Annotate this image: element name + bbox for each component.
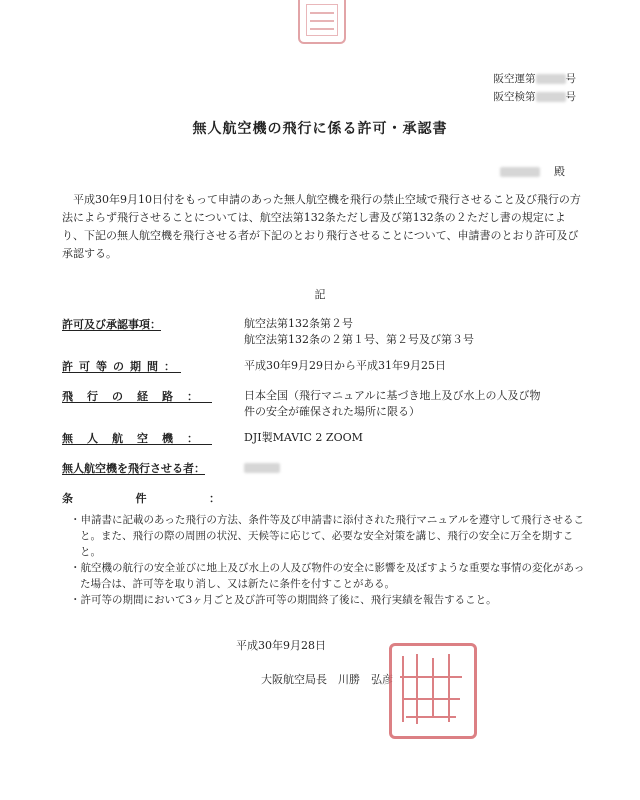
operator-label: 無人航空機を飛行させる者：: [62, 462, 205, 475]
condition-item: ・申請書に記載のあった飛行の方法、条件等及び申請書に添付された飛行マニュアルを遵守して飛行させること。また、飛行の際の周囲の状況、天候等に応じて、必要な安全対策を講じ、飛行の安全に万全を期すこと。: [70, 514, 584, 558]
route-value-2: 件の安全が確保された場所に限る）: [244, 405, 420, 418]
redacted-number: [536, 74, 566, 84]
redacted-number: [536, 92, 566, 102]
issue-date: 平成30年9月28日: [236, 639, 326, 652]
addressee: 殿: [500, 163, 565, 179]
signatory: 大阪航空局長 川勝 弘彦: [261, 673, 393, 686]
reference-line-2: 阪空検第 号: [493, 91, 576, 103]
period-value: 平成30年9月29日から平成31年9月25日: [244, 359, 446, 372]
reference-line-1: 阪空運第 号: [493, 73, 576, 85]
route-value-1: 日本全国（飛行マニュアルに基づき地上及び水上の人及び物: [244, 389, 541, 402]
condition-item: ・許可等の期間において3ヶ月ごと及び許可等の期間終了後に、飛行実績を報告すること。: [70, 594, 497, 606]
permit-value-2: 航空法第132条の２第１号、第２号及び第３号: [244, 333, 474, 346]
period-label: 許可等の期間：: [62, 360, 181, 373]
body-paragraph: 平成30年9月10日付をもって申請のあった無人航空機を飛行の禁止空域で飛行させること及び飛行の方法によらず飛行させることについては、航空法第132条ただし書及び第132条の２ただし書の規定により、下記の無人航空機を飛行させる者が下記のとおり飛行させることについて、申請書のとおり許可及び承認する。: [62, 193, 581, 260]
redacted-operator-name: [244, 463, 280, 473]
conditions-list: [70, 512, 590, 608]
top-seal-stamp: [298, 0, 346, 44]
uav-label: 無人航空機：: [62, 432, 212, 445]
uav-value: DJI製MAVIC 2 ZOOM: [244, 431, 363, 444]
ki-heading: 記: [314, 288, 326, 301]
condition-item: ・航空機の航行の安全並びに地上及び水上の人及び物件の安全に影響を及ぼすような重要な事情の変化があった場合は、許可等を取り消し、又は新たに条件を付すことがある。: [70, 562, 585, 590]
reference-numbers: [494, 70, 577, 106]
conditions-label: 条件：: [62, 492, 220, 505]
document-title: 無人航空機の飛行に係る許可・承認書: [192, 121, 448, 137]
route-label: 飛行の経路：: [62, 390, 212, 403]
permit-value-1: 航空法第132条第２号: [244, 317, 353, 330]
official-seal-stamp: [389, 643, 477, 739]
redacted-addressee-name: [500, 167, 540, 177]
permit-label: 許可及び承認事項：: [62, 318, 161, 331]
operator-value: [244, 460, 280, 476]
